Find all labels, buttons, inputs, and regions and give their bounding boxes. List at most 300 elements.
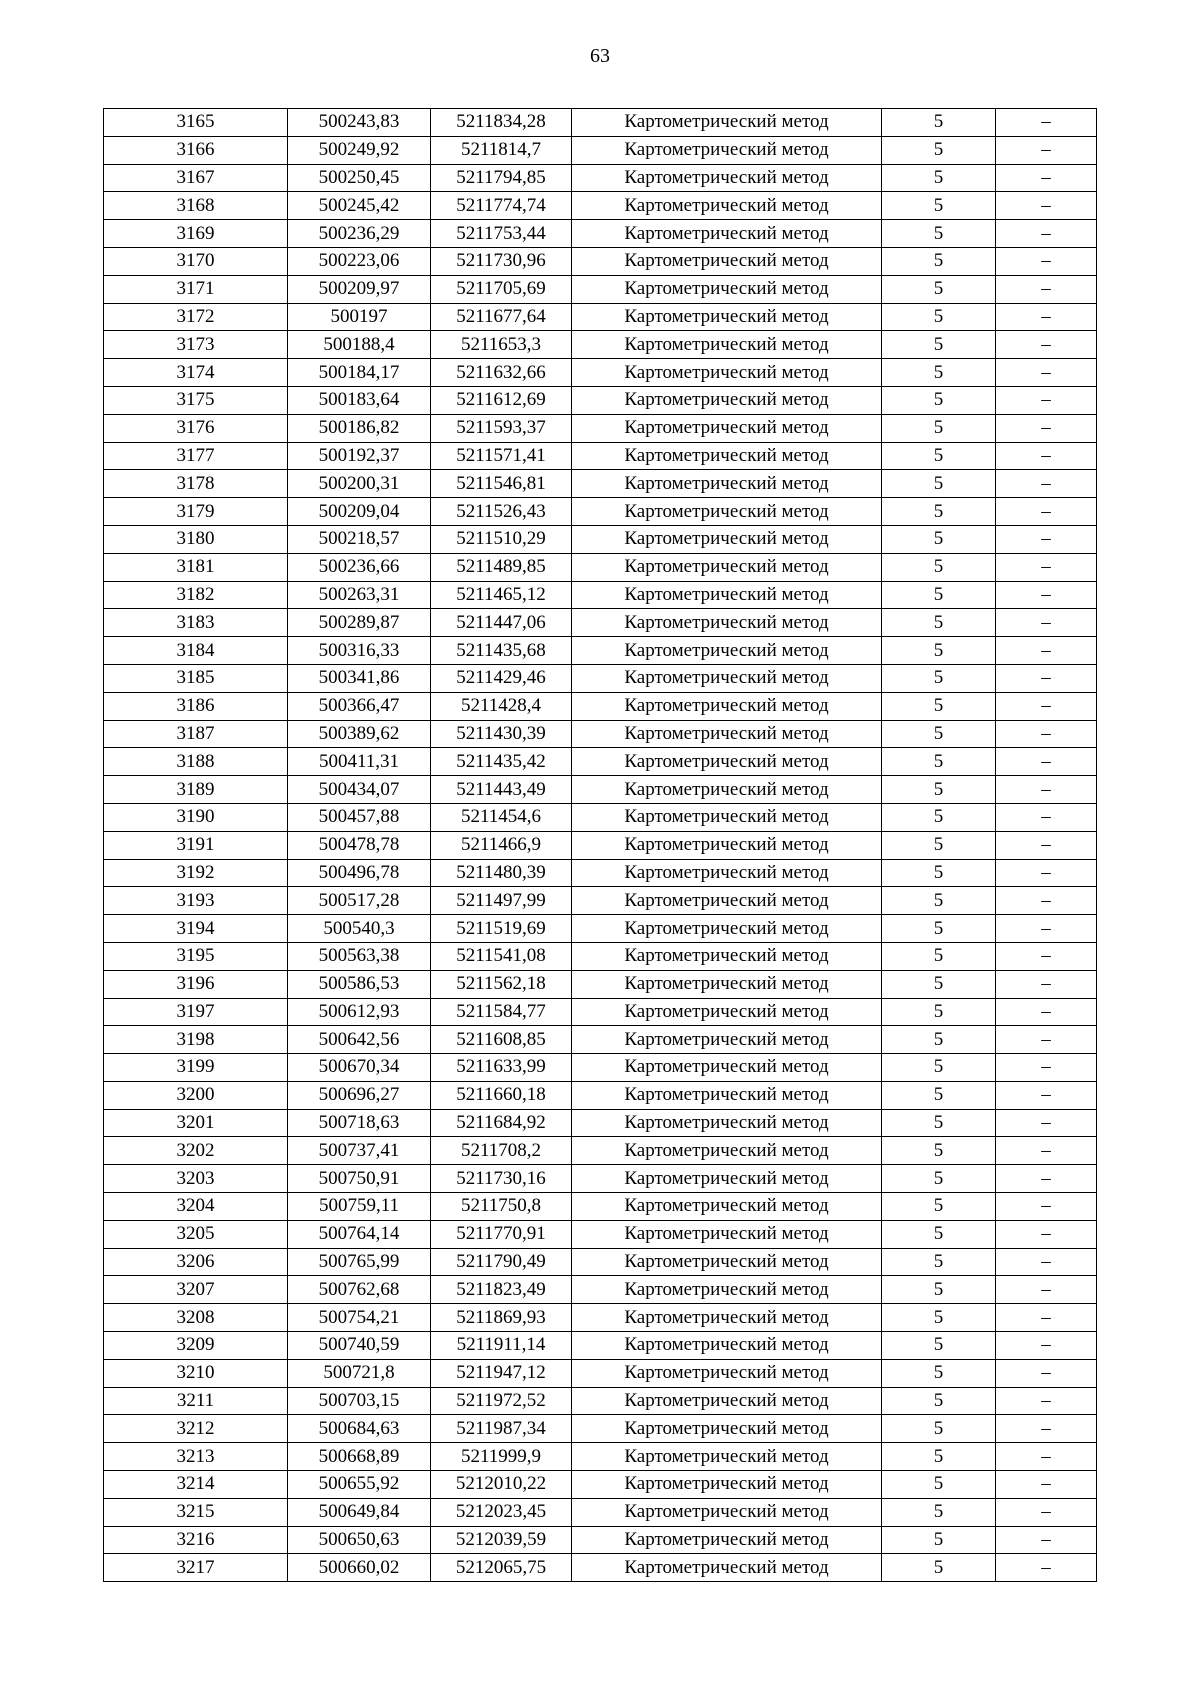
cell-note: – [996,637,1097,665]
cell-accuracy: 5 [882,470,996,498]
cell-y: 5212023,45 [431,1498,572,1526]
cell-point: 3199 [104,1054,288,1082]
cell-method: Картометрический метод [572,525,882,553]
cell-x: 500721,8 [288,1359,431,1387]
cell-note: – [996,414,1097,442]
cell-y: 5211593,37 [431,414,572,442]
cell-x: 500236,66 [288,553,431,581]
cell-point: 3206 [104,1248,288,1276]
table-row [104,998,1097,1026]
cell-accuracy: 5 [882,136,996,164]
cell-x: 500236,29 [288,220,431,248]
table-row [104,275,1097,303]
table-row [104,803,1097,831]
table-row [104,1081,1097,1109]
table-row [104,220,1097,248]
cell-method: Картометрический метод [572,192,882,220]
cell-x: 500586,53 [288,970,431,998]
cell-point: 3176 [104,414,288,442]
cell-accuracy: 5 [882,442,996,470]
cell-x: 500740,59 [288,1332,431,1360]
cell-x: 500765,99 [288,1248,431,1276]
table-row [104,1276,1097,1304]
table-row [104,331,1097,359]
cell-y: 5211562,18 [431,970,572,998]
table-row [104,247,1097,275]
cell-method: Картометрический метод [572,970,882,998]
cell-x: 500737,41 [288,1137,431,1165]
cell-x: 500650,63 [288,1526,431,1554]
table-row [104,692,1097,720]
cell-x: 500668,89 [288,1443,431,1471]
cell-note: – [996,1026,1097,1054]
table-row [104,887,1097,915]
cell-note: – [996,942,1097,970]
cell-note: – [996,1554,1097,1582]
cell-note: – [996,581,1097,609]
cell-note: – [996,859,1097,887]
cell-accuracy: 5 [882,247,996,275]
cell-accuracy: 5 [882,1220,996,1248]
cell-accuracy: 5 [882,498,996,526]
cell-point: 3168 [104,192,288,220]
cell-y: 5211999,9 [431,1443,572,1471]
cell-point: 3169 [104,220,288,248]
cell-x: 500563,38 [288,942,431,970]
cell-point: 3216 [104,1526,288,1554]
cell-note: – [996,525,1097,553]
cell-x: 500263,31 [288,581,431,609]
cell-accuracy: 5 [882,192,996,220]
cell-note: – [996,220,1097,248]
cell-method: Картометрический метод [572,637,882,665]
cell-y: 5211571,41 [431,442,572,470]
cell-method: Картометрический метод [572,1415,882,1443]
cell-note: – [996,359,1097,387]
cell-accuracy: 5 [882,1415,996,1443]
cell-y: 5211972,52 [431,1387,572,1415]
cell-x: 500478,78 [288,831,431,859]
table-row [104,1387,1097,1415]
cell-note: – [996,1165,1097,1193]
cell-accuracy: 5 [882,1081,996,1109]
cell-accuracy: 5 [882,1165,996,1193]
cell-accuracy: 5 [882,1137,996,1165]
table-row [104,359,1097,387]
cell-y: 5211987,34 [431,1415,572,1443]
table-row [104,915,1097,943]
cell-accuracy: 5 [882,386,996,414]
cell-point: 3214 [104,1471,288,1499]
table-row [104,1137,1097,1165]
table-row [104,109,1097,137]
cell-accuracy: 5 [882,776,996,804]
cell-method: Картометрический метод [572,1498,882,1526]
cell-method: Картометрический метод [572,998,882,1026]
cell-note: – [996,1081,1097,1109]
cell-method: Картометрический метод [572,331,882,359]
cell-note: – [996,1359,1097,1387]
cell-x: 500703,15 [288,1387,431,1415]
table-row [104,1248,1097,1276]
table-row [104,859,1097,887]
cell-note: – [996,1498,1097,1526]
cell-point: 3182 [104,581,288,609]
cell-point: 3189 [104,776,288,804]
cell-note: – [996,192,1097,220]
cell-note: – [996,1193,1097,1221]
cell-point: 3194 [104,915,288,943]
cell-x: 500759,11 [288,1193,431,1221]
cell-point: 3187 [104,720,288,748]
cell-y: 5211753,44 [431,220,572,248]
cell-point: 3193 [104,887,288,915]
cell-method: Картометрический метод [572,609,882,637]
cell-point: 3197 [104,998,288,1026]
cell-note: – [996,1054,1097,1082]
cell-y: 5211497,99 [431,887,572,915]
cell-note: – [996,331,1097,359]
table-row [104,970,1097,998]
cell-method: Картометрический метод [572,859,882,887]
cell-y: 5211790,49 [431,1248,572,1276]
cell-point: 3175 [104,386,288,414]
cell-point: 3174 [104,359,288,387]
cell-method: Картометрический метод [572,692,882,720]
cell-x: 500192,37 [288,442,431,470]
cell-x: 500197 [288,303,431,331]
cell-accuracy: 5 [882,525,996,553]
cell-accuracy: 5 [882,609,996,637]
table-row [104,664,1097,692]
cell-note: – [996,803,1097,831]
cell-method: Картометрический метод [572,553,882,581]
cell-note: – [996,470,1097,498]
cell-note: – [996,1304,1097,1332]
cell-method: Картометрический метод [572,776,882,804]
cell-note: – [996,1109,1097,1137]
cell-note: – [996,970,1097,998]
cell-x: 500218,57 [288,525,431,553]
cell-accuracy: 5 [882,275,996,303]
cell-method: Картометрический метод [572,303,882,331]
cell-accuracy: 5 [882,1276,996,1304]
cell-note: – [996,776,1097,804]
cell-y: 5211510,29 [431,525,572,553]
cell-accuracy: 5 [882,1443,996,1471]
cell-x: 500612,93 [288,998,431,1026]
cell-point: 3165 [104,109,288,137]
table-row [104,136,1097,164]
cell-y: 5211947,12 [431,1359,572,1387]
cell-note: – [996,275,1097,303]
table-row [104,303,1097,331]
cell-y: 5212039,59 [431,1526,572,1554]
table-row [104,1109,1097,1137]
cell-y: 5211519,69 [431,915,572,943]
cell-point: 3170 [104,247,288,275]
cell-point: 3166 [104,136,288,164]
cell-x: 500411,31 [288,748,431,776]
cell-point: 3190 [104,803,288,831]
cell-x: 500389,62 [288,720,431,748]
cell-method: Картометрический метод [572,581,882,609]
cell-y: 5211794,85 [431,164,572,192]
cell-note: – [996,831,1097,859]
cell-method: Картометрический метод [572,1276,882,1304]
cell-y: 5211489,85 [431,553,572,581]
cell-note: – [996,887,1097,915]
cell-x: 500289,87 [288,609,431,637]
table-row [104,442,1097,470]
cell-note: – [996,748,1097,776]
cell-accuracy: 5 [882,998,996,1026]
cell-point: 3184 [104,637,288,665]
cell-point: 3177 [104,442,288,470]
cell-method: Картометрический метод [572,1332,882,1360]
cell-method: Картометрический метод [572,1165,882,1193]
table-row [104,1165,1097,1193]
table-row [104,609,1097,637]
cell-x: 500457,88 [288,803,431,831]
cell-method: Картометрический метод [572,831,882,859]
cell-y: 5211608,85 [431,1026,572,1054]
table-row [104,748,1097,776]
cell-point: 3180 [104,525,288,553]
cell-y: 5211428,4 [431,692,572,720]
table-row [104,1471,1097,1499]
cell-x: 500754,21 [288,1304,431,1332]
cell-point: 3213 [104,1443,288,1471]
cell-x: 500316,33 [288,637,431,665]
table-row [104,386,1097,414]
cell-method: Картометрический метод [572,1109,882,1137]
cell-point: 3217 [104,1554,288,1582]
cell-y: 5211660,18 [431,1081,572,1109]
cell-y: 5211814,7 [431,136,572,164]
cell-x: 500655,92 [288,1471,431,1499]
table-row [104,1359,1097,1387]
cell-accuracy: 5 [882,109,996,137]
cell-method: Картометрический метод [572,1137,882,1165]
cell-point: 3203 [104,1165,288,1193]
cell-note: – [996,1332,1097,1360]
cell-accuracy: 5 [882,1387,996,1415]
cell-y: 5211730,16 [431,1165,572,1193]
cell-note: – [996,1471,1097,1499]
cell-method: Картометрический метод [572,1081,882,1109]
table-row [104,1193,1097,1221]
cell-accuracy: 5 [882,164,996,192]
table-row [104,776,1097,804]
cell-point: 3188 [104,748,288,776]
cell-point: 3185 [104,664,288,692]
cell-point: 3212 [104,1415,288,1443]
cell-x: 500696,27 [288,1081,431,1109]
table-row [104,581,1097,609]
cell-accuracy: 5 [882,1498,996,1526]
cell-y: 5211911,14 [431,1332,572,1360]
cell-accuracy: 5 [882,720,996,748]
cell-accuracy: 5 [882,359,996,387]
cell-x: 500341,86 [288,664,431,692]
table-row [104,1415,1097,1443]
cell-method: Картометрический метод [572,109,882,137]
cell-point: 3204 [104,1193,288,1221]
cell-accuracy: 5 [882,1193,996,1221]
cell-accuracy: 5 [882,331,996,359]
cell-accuracy: 5 [882,553,996,581]
cell-method: Картометрический метод [572,414,882,442]
cell-y: 5211480,39 [431,859,572,887]
cell-accuracy: 5 [882,859,996,887]
cell-y: 5211612,69 [431,386,572,414]
cell-method: Картометрический метод [572,803,882,831]
cell-x: 500684,63 [288,1415,431,1443]
cell-method: Картометрический метод [572,470,882,498]
cell-note: – [996,1137,1097,1165]
cell-x: 500718,63 [288,1109,431,1137]
cell-note: – [996,1443,1097,1471]
cell-note: – [996,692,1097,720]
cell-y: 5211770,91 [431,1220,572,1248]
cell-point: 3172 [104,303,288,331]
cell-accuracy: 5 [882,1332,996,1360]
cell-x: 500642,56 [288,1026,431,1054]
cell-note: – [996,109,1097,137]
cell-point: 3192 [104,859,288,887]
cell-x: 500649,84 [288,1498,431,1526]
cell-note: – [996,498,1097,526]
cell-method: Картометрический метод [572,942,882,970]
cell-accuracy: 5 [882,1471,996,1499]
cell-accuracy: 5 [882,1026,996,1054]
cell-x: 500517,28 [288,887,431,915]
cell-y: 5211429,46 [431,664,572,692]
cell-note: – [996,303,1097,331]
cell-point: 3209 [104,1332,288,1360]
cell-accuracy: 5 [882,970,996,998]
table-row [104,525,1097,553]
table-row [104,1554,1097,1582]
cell-y: 5211653,3 [431,331,572,359]
cell-x: 500209,97 [288,275,431,303]
table-row [104,470,1097,498]
cell-y: 5211435,42 [431,748,572,776]
cell-method: Картометрический метод [572,1220,882,1248]
table-row [104,192,1097,220]
cell-y: 5211677,64 [431,303,572,331]
cell-accuracy: 5 [882,803,996,831]
cell-point: 3200 [104,1081,288,1109]
cell-note: – [996,1387,1097,1415]
table-row [104,553,1097,581]
table-row [104,1332,1097,1360]
cell-note: – [996,247,1097,275]
table-row [104,1054,1097,1082]
cell-accuracy: 5 [882,1359,996,1387]
cell-method: Картометрический метод [572,1248,882,1276]
cell-y: 5211454,6 [431,803,572,831]
cell-y: 5211584,77 [431,998,572,1026]
cell-accuracy: 5 [882,1304,996,1332]
cell-x: 500245,42 [288,192,431,220]
cell-x: 500188,4 [288,331,431,359]
cell-method: Картометрический метод [572,915,882,943]
cell-note: – [996,609,1097,637]
table-row [104,1304,1097,1332]
cell-point: 3210 [104,1359,288,1387]
cell-point: 3202 [104,1137,288,1165]
cell-point: 3181 [104,553,288,581]
cell-x: 500200,31 [288,470,431,498]
cell-y: 5211708,2 [431,1137,572,1165]
cell-method: Картометрический метод [572,247,882,275]
table-row [104,498,1097,526]
cell-y: 5211705,69 [431,275,572,303]
cell-note: – [996,1415,1097,1443]
cell-note: – [996,164,1097,192]
cell-x: 500249,92 [288,136,431,164]
cell-method: Картометрический метод [572,498,882,526]
cell-y: 5211834,28 [431,109,572,137]
cell-point: 3205 [104,1220,288,1248]
table-row [104,831,1097,859]
cell-method: Картометрический метод [572,1471,882,1499]
cell-y: 5211750,8 [431,1193,572,1221]
cell-accuracy: 5 [882,414,996,442]
cell-y: 5211541,08 [431,942,572,970]
cell-note: – [996,442,1097,470]
cell-accuracy: 5 [882,915,996,943]
cell-y: 5211730,96 [431,247,572,275]
cell-point: 3179 [104,498,288,526]
cell-y: 5211435,68 [431,637,572,665]
cell-x: 500496,78 [288,859,431,887]
cell-accuracy: 5 [882,637,996,665]
cell-accuracy: 5 [882,831,996,859]
cell-note: – [996,998,1097,1026]
cell-y: 5211466,9 [431,831,572,859]
cell-point: 3167 [104,164,288,192]
cell-x: 500540,3 [288,915,431,943]
cell-y: 5211546,81 [431,470,572,498]
cell-method: Картометрический метод [572,359,882,387]
cell-method: Картометрический метод [572,1526,882,1554]
cell-accuracy: 5 [882,1248,996,1276]
page-number: 63 [590,45,610,67]
cell-point: 3183 [104,609,288,637]
table-row [104,720,1097,748]
cell-y: 5211633,99 [431,1054,572,1082]
cell-x: 500209,04 [288,498,431,526]
cell-y: 5212010,22 [431,1471,572,1499]
cell-method: Картометрический метод [572,1387,882,1415]
cell-x: 500670,34 [288,1054,431,1082]
cell-note: – [996,136,1097,164]
cell-point: 3198 [104,1026,288,1054]
cell-note: – [996,720,1097,748]
table-row [104,1526,1097,1554]
cell-point: 3178 [104,470,288,498]
cell-method: Картометрический метод [572,1554,882,1582]
cell-x: 500186,82 [288,414,431,442]
cell-x: 500366,47 [288,692,431,720]
cell-accuracy: 5 [882,1554,996,1582]
cell-y: 5211684,92 [431,1109,572,1137]
table-row [104,164,1097,192]
table-row [104,414,1097,442]
